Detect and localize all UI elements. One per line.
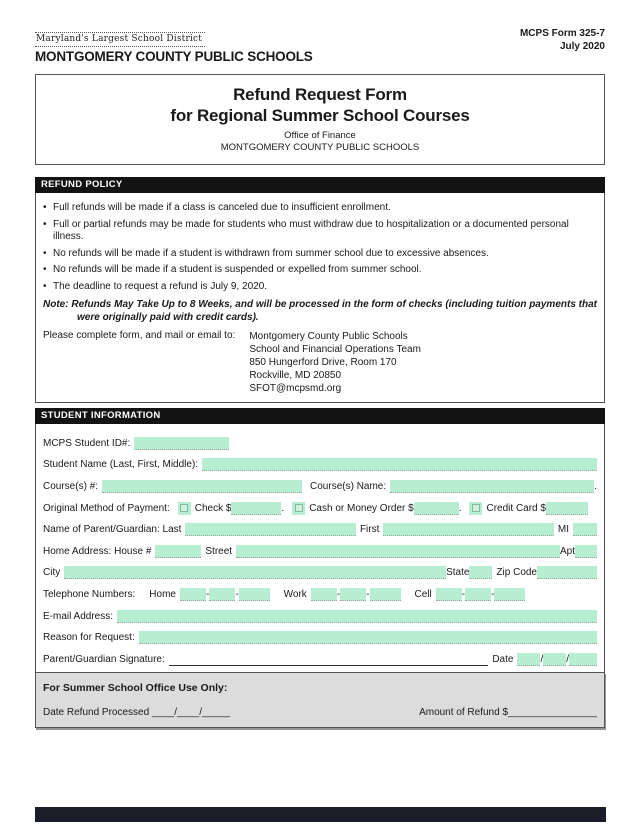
home-phone-area-field[interactable] (180, 588, 206, 601)
policy-bullet-3 (43, 248, 597, 261)
telephone-label: Telephone Numbers: (43, 588, 136, 600)
refund-policy-body (35, 193, 605, 403)
district-logo (35, 28, 313, 64)
cash-checkbox[interactable] (292, 502, 305, 515)
page-footer-bar (35, 807, 606, 822)
mail-label: Please complete form, and mail or email to: (43, 330, 236, 342)
hyphen: - (235, 588, 239, 600)
refund-policy-section (35, 177, 605, 403)
apt-field[interactable] (575, 545, 597, 558)
cell-phone-line-field[interactable] (494, 588, 525, 601)
date-label: Date (492, 653, 514, 665)
form-title-line2: for Regional Summer School Courses (170, 106, 470, 126)
policy-bullet-text: No refunds will be made if a student is withdrawn from summer school due to excessive absences. (53, 247, 489, 259)
home-address-row (43, 536, 597, 558)
title-box (35, 74, 605, 165)
credit-card-label: Credit Card $ (486, 502, 546, 514)
hyphen: - (491, 588, 495, 600)
parent-first-field[interactable] (383, 523, 554, 536)
work-phone-line-field[interactable] (370, 588, 401, 601)
course-name-label: Course(s) Name: (310, 480, 387, 492)
note-label: Note: (43, 299, 69, 311)
parent-mi-label: MI (557, 524, 570, 536)
check-label: Check $ (194, 502, 232, 514)
date-year-field[interactable] (569, 653, 597, 666)
slash: / (540, 653, 544, 665)
check-checkbox[interactable] (178, 502, 191, 515)
reason-field[interactable] (139, 631, 597, 644)
bullet-icon: • (43, 247, 47, 259)
street-label: Street (205, 545, 233, 557)
page-header (35, 28, 605, 64)
student-information-body (35, 424, 605, 673)
work-phone-prefix-field[interactable] (340, 588, 366, 601)
course-number-field[interactable] (102, 480, 302, 493)
policy-bullet-1 (43, 202, 597, 215)
credit-amount-field[interactable] (546, 502, 588, 515)
signature-row (43, 644, 597, 666)
reason-label: Reason for Request: (43, 632, 135, 644)
payment-method-row (43, 493, 597, 515)
city-field[interactable] (64, 566, 446, 579)
course-name-field[interactable] (390, 480, 594, 493)
city-state-zip-row (43, 558, 597, 580)
mail-address-email: SFOT@mcpsmd.org (249, 383, 342, 395)
state-field[interactable] (469, 566, 492, 579)
cell-phone-prefix-field[interactable] (465, 588, 491, 601)
cell-phone-area-field[interactable] (436, 588, 462, 601)
refund-policy-header: REFUND POLICY (35, 177, 605, 193)
checkbox-icon (180, 504, 188, 512)
date-day-field[interactable] (543, 653, 566, 666)
slash: / (566, 653, 569, 665)
bullet-icon: • (43, 202, 47, 214)
bullet-icon: • (43, 218, 47, 230)
city-label: City (43, 567, 61, 579)
refund-note (43, 298, 597, 324)
student-name-label: Student Name (Last, First, Middle): (43, 459, 199, 471)
parent-first-label: First (359, 524, 380, 536)
cell-phone-label: Cell (414, 588, 432, 600)
parent-last-label: Name of Parent/Guardian: Last (43, 524, 182, 536)
office-use-section (35, 672, 605, 728)
org-name: MONTGOMERY COUNTY PUBLIC SCHOOLS (220, 141, 420, 153)
mail-address-block (249, 330, 421, 395)
checkbox-icon (472, 504, 480, 512)
policy-bullet-text: The deadline to request a refund is July 9, 2020. (53, 280, 268, 292)
zip-label: Zip Code (496, 567, 537, 579)
hyphen: - (366, 588, 370, 600)
form-title-line1: Refund Request Form (233, 85, 407, 104)
student-information-header: STUDENT INFORMATION (35, 408, 605, 424)
form-number: MCPS Form 325-7 (519, 28, 605, 39)
period: . (594, 480, 597, 492)
state-label: State (446, 567, 470, 579)
signature-label: Parent/Guardian Signature: (43, 653, 165, 665)
parent-mi-field[interactable] (573, 523, 597, 536)
amount-of-refund: Amount of Refund $________________ (419, 706, 597, 718)
hyphen: - (336, 588, 341, 600)
credit-card-checkbox[interactable] (469, 502, 482, 515)
student-id-label: MCPS Student ID#: (43, 437, 131, 449)
course-row (43, 471, 597, 493)
payment-method-label: Original Method of Payment: (43, 502, 170, 514)
reason-row (43, 623, 597, 645)
parent-name-row (43, 515, 597, 537)
student-name-row (43, 450, 597, 472)
period: . (281, 502, 285, 514)
house-number-field[interactable] (155, 545, 201, 558)
note-text: Refunds May Take Up to 8 Weeks, and will be processed in the form of checks (including tuition payments that were originally paid with credit cards). (71, 299, 597, 324)
checkbox-icon (295, 504, 303, 512)
home-phone-prefix-field[interactable] (209, 588, 235, 601)
zip-field[interactable] (537, 566, 597, 579)
policy-bullet-2 (43, 219, 597, 244)
office-use-row (43, 707, 597, 718)
district-name: MONTGOMERY COUNTY PUBLIC SCHOOLS (35, 49, 313, 64)
check-amount-field[interactable] (231, 502, 281, 515)
mail-address-line: Rockville, MD 20850 (249, 370, 342, 382)
form-date: July 2020 (559, 40, 605, 52)
signature-line[interactable] (169, 652, 489, 666)
student-id-field[interactable] (134, 437, 229, 450)
date-month-field[interactable] (517, 653, 540, 666)
bullet-icon: • (43, 264, 47, 276)
student-name-field[interactable] (202, 458, 597, 471)
policy-bullet-4 (43, 264, 597, 277)
mail-address-line: Montgomery County Public Schools (249, 331, 408, 343)
policy-bullet-5 (43, 281, 597, 294)
parent-last-field[interactable] (185, 523, 356, 536)
cash-label: Cash or Money Order $ (309, 502, 414, 514)
office-use-header: For Summer School Office Use Only: (43, 681, 228, 694)
period: . (458, 502, 462, 514)
home-phone-label: Home (149, 588, 176, 600)
house-number-label: Home Address: House # (43, 545, 152, 557)
mail-address-line: 850 Hungerford Drive, Room 170 (249, 357, 397, 369)
email-field[interactable] (117, 610, 597, 623)
office-of-finance: Office of Finance (284, 129, 356, 141)
mail-address-line: School and Financial Operations Team (249, 344, 421, 356)
policy-bullet-text: No refunds will be made if a student is suspended or expelled from summer school. (53, 264, 422, 276)
work-phone-area-field[interactable] (311, 588, 337, 601)
home-phone-line-field[interactable] (239, 588, 270, 601)
cash-amount-field[interactable] (414, 502, 459, 515)
date-refund-processed: Date Refund Processed ____/____/_____ (43, 706, 230, 718)
hyphen: - (461, 588, 466, 600)
telephone-row (43, 579, 597, 601)
policy-bullet-text: Full refunds will be made if a class is canceled due to insufficient enrollment. (53, 202, 391, 214)
street-field[interactable] (236, 545, 560, 558)
district-tagline: Maryland's Largest School District (35, 32, 205, 47)
email-label: E-mail Address: (43, 610, 114, 622)
policy-bullet-text: Full or partial refunds may be made for students who must withdraw due to hospitalization or a documented personal illness. (53, 218, 569, 243)
course-number-label: Course(s) #: (43, 480, 99, 492)
mail-instructions (43, 330, 597, 395)
student-id-row (43, 428, 597, 450)
form-number-block (520, 28, 605, 53)
apt-label: Apt (559, 545, 575, 557)
student-information-section (35, 408, 605, 673)
work-phone-label: Work (283, 588, 307, 600)
hyphen: - (205, 588, 210, 600)
email-row (43, 601, 597, 623)
bullet-icon: • (43, 280, 47, 292)
